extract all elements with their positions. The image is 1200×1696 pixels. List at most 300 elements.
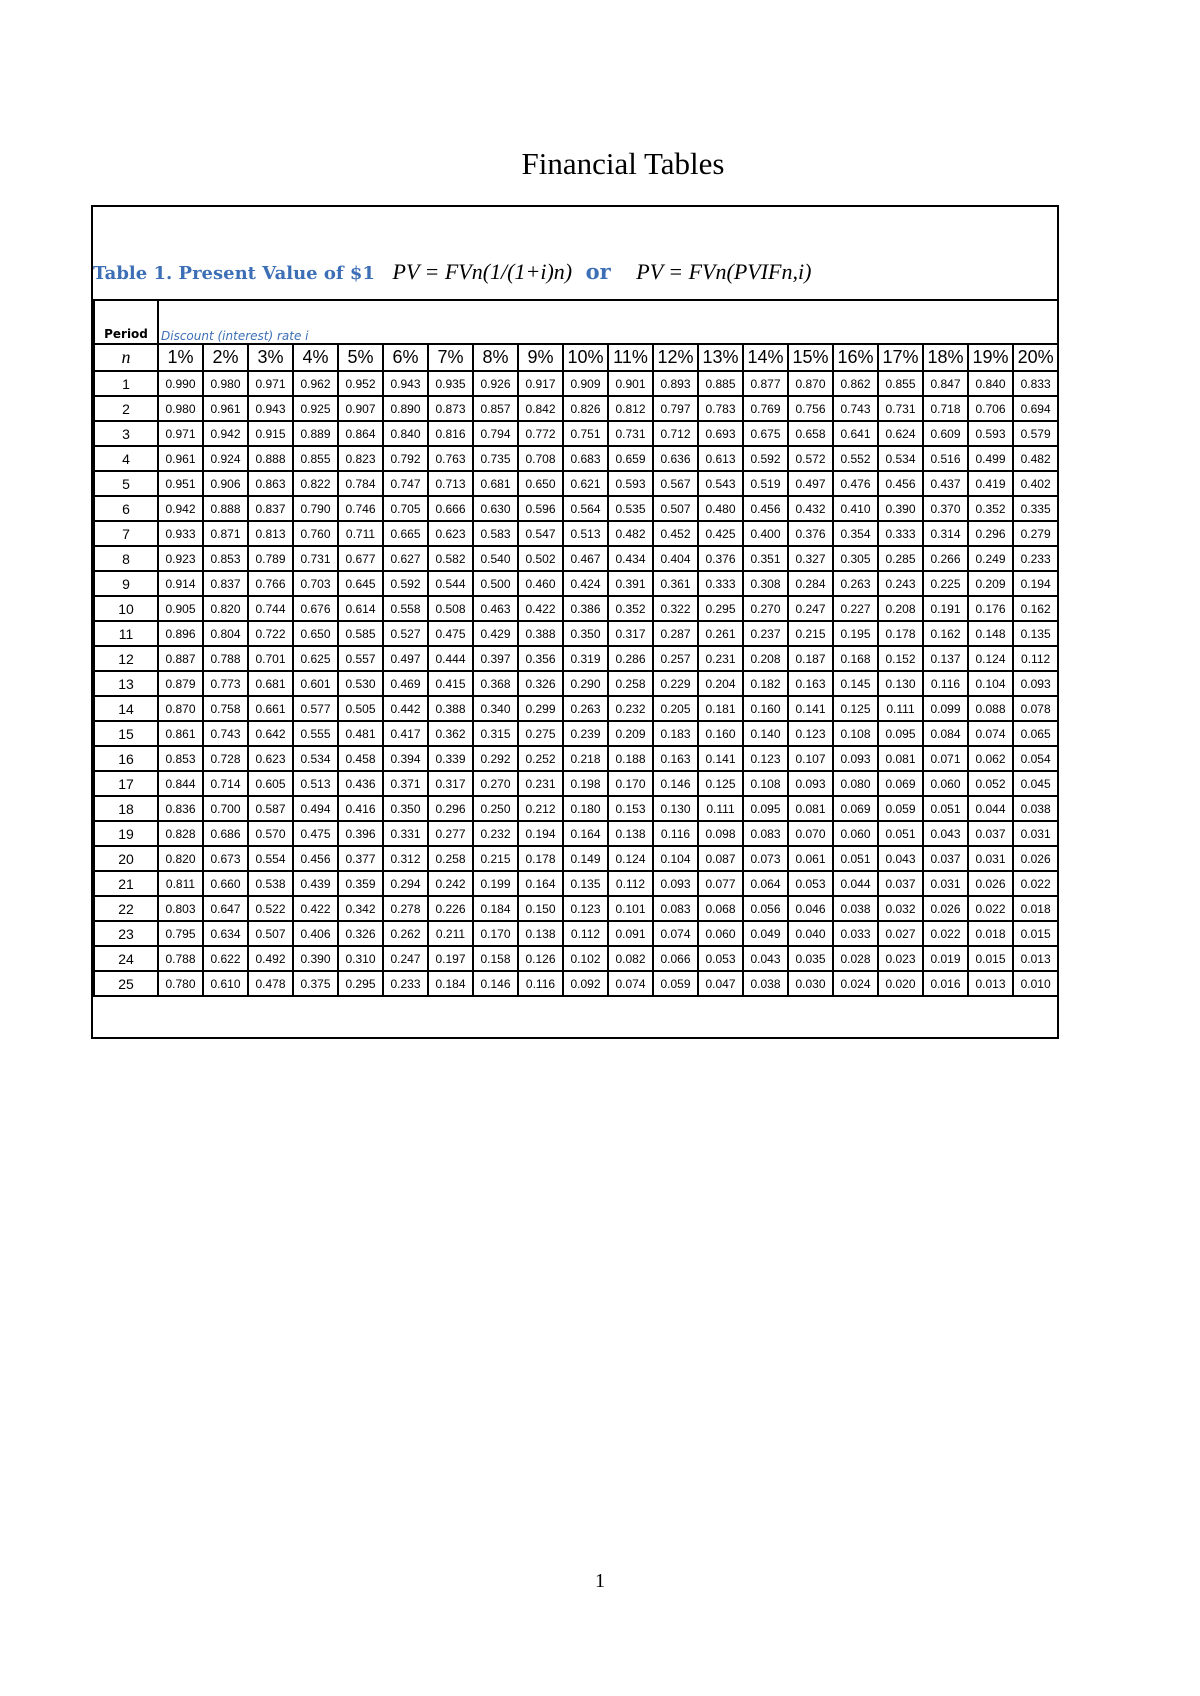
pv-factor-cell: 0.080: [833, 771, 878, 796]
pv-factor-cell: 0.022: [923, 921, 968, 946]
pv-factor-cell: 0.046: [788, 896, 833, 921]
pv-factor-cell: 0.083: [653, 896, 698, 921]
pv-factor-cell: 0.583: [473, 521, 518, 546]
pv-factor-cell: 0.623: [428, 521, 473, 546]
pv-factor-cell: 0.285: [878, 546, 923, 571]
pv-factor-cell: 0.621: [563, 471, 608, 496]
pv-factor-cell: 0.508: [428, 596, 473, 621]
pv-factor-cell: 0.547: [518, 521, 563, 546]
table-row: [94, 421, 1058, 446]
pv-factor-cell: 0.480: [698, 496, 743, 521]
pv-factor-cell: 0.168: [833, 646, 878, 671]
pv-factor-cell: 0.183: [653, 721, 698, 746]
pv-factor-cell: 0.038: [1013, 796, 1058, 821]
pv-factor-cell: 0.181: [698, 696, 743, 721]
pv-factor-cell: 0.258: [428, 846, 473, 871]
pv-factor-cell: 0.943: [248, 396, 293, 421]
pv-factor-cell: 0.249: [968, 546, 1013, 571]
n-header: n: [94, 344, 158, 371]
pv-factor-cell: 0.292: [473, 746, 518, 771]
rate-column-header: 18%: [923, 344, 968, 371]
table-row: [94, 846, 1058, 871]
pv-factor-cell: 0.022: [1013, 871, 1058, 896]
pv-factor-cell: 0.803: [158, 896, 203, 921]
rate-column-header: 8%: [473, 344, 518, 371]
pv-factor-cell: 0.731: [878, 396, 923, 421]
pv-factor-cell: 0.587: [248, 796, 293, 821]
pv-factor-cell: 0.402: [1013, 471, 1058, 496]
period-number: 3: [94, 421, 158, 446]
period-number: 1: [94, 371, 158, 396]
pv-factor-cell: 0.933: [158, 521, 203, 546]
pv-factor-cell: 0.622: [203, 946, 248, 971]
pv-factor-cell: 0.823: [338, 446, 383, 471]
pv-factor-cell: 0.170: [473, 921, 518, 946]
pv-factor-cell: 0.061: [788, 846, 833, 871]
pv-factor-cell: 0.647: [203, 896, 248, 921]
pv-factor-cell: 0.391: [608, 571, 653, 596]
pv-factor-cell: 0.760: [293, 521, 338, 546]
pv-factor-cell: 0.164: [563, 821, 608, 846]
pv-factor-cell: 0.125: [698, 771, 743, 796]
pv-factor-cell: 0.233: [383, 971, 428, 996]
pv-factor-cell: 0.018: [1013, 896, 1058, 921]
pv-factor-cell: 0.258: [608, 671, 653, 696]
pv-factor-cell: 0.145: [833, 671, 878, 696]
pv-factor-cell: 0.424: [563, 571, 608, 596]
pv-factor-cell: 0.352: [968, 496, 1013, 521]
table-row: [94, 896, 1058, 921]
pv-factor-cell: 0.162: [923, 621, 968, 646]
pv-factor-cell: 0.350: [563, 621, 608, 646]
period-number: 21: [94, 871, 158, 896]
pv-factor-cell: 0.211: [428, 921, 473, 946]
pv-factor-cell: 0.191: [923, 596, 968, 621]
pv-factor-cell: 0.828: [158, 821, 203, 846]
pv-factor-cell: 0.906: [203, 471, 248, 496]
pv-factor-cell: 0.870: [788, 371, 833, 396]
pv-factor-cell: 0.394: [383, 746, 428, 771]
pv-factor-cell: 0.023: [878, 946, 923, 971]
pv-factor-cell: 0.507: [653, 496, 698, 521]
pv-factor-cell: 0.158: [473, 946, 518, 971]
pv-factor-cell: 0.694: [1013, 396, 1058, 421]
pv-factor-cell: 0.138: [608, 821, 653, 846]
pv-factor-cell: 0.855: [293, 446, 338, 471]
pv-factor-cell: 0.015: [1013, 921, 1058, 946]
pv-factor-cell: 0.233: [1013, 546, 1058, 571]
pv-factor-cell: 0.340: [473, 696, 518, 721]
pv-factor-cell: 0.351: [743, 546, 788, 571]
pv-factor-cell: 0.356: [518, 646, 563, 671]
period-number: 7: [94, 521, 158, 546]
pv-factor-cell: 0.333: [698, 571, 743, 596]
pv-factor-cell: 0.452: [653, 521, 698, 546]
pv-factor-cell: 0.296: [968, 521, 1013, 546]
pv-factor-cell: 0.522: [248, 896, 293, 921]
pv-factor-cell: 0.766: [248, 571, 293, 596]
pv-factor-cell: 0.675: [743, 421, 788, 446]
pv-factor-cell: 0.209: [968, 571, 1013, 596]
pv-factor-cell: 0.811: [158, 871, 203, 896]
table-row: [94, 871, 1058, 896]
pv-factor-cell: 0.099: [923, 696, 968, 721]
period-number: 22: [94, 896, 158, 921]
pv-factor-cell: 0.093: [833, 746, 878, 771]
pv-factor-cell: 0.593: [608, 471, 653, 496]
pv-factor-cell: 0.701: [248, 646, 293, 671]
pv-factor-cell: 0.130: [878, 671, 923, 696]
pv-factor-cell: 0.232: [473, 821, 518, 846]
rate-column-header: 19%: [968, 344, 1013, 371]
pv-factor-cell: 0.112: [563, 921, 608, 946]
page-number: 1: [595, 1570, 605, 1592]
pv-factor-cell: 0.763: [428, 446, 473, 471]
pv-factor-cell: 0.116: [923, 671, 968, 696]
pv-factor-cell: 0.371: [383, 771, 428, 796]
pv-factor-cell: 0.018: [968, 921, 1013, 946]
pv-factor-cell: 0.290: [563, 671, 608, 696]
pv-factor-cell: 0.534: [293, 746, 338, 771]
pv-factor-cell: 0.784: [338, 471, 383, 496]
table-row: [94, 621, 1058, 646]
pv-factor-cell: 0.116: [653, 821, 698, 846]
pv-factor-cell: 0.208: [743, 646, 788, 671]
pv-factor-cell: 0.625: [293, 646, 338, 671]
pv-factor-cell: 0.198: [563, 771, 608, 796]
pv-factor-cell: 0.138: [518, 921, 563, 946]
pv-factor-cell: 0.743: [203, 721, 248, 746]
period-number: 10: [94, 596, 158, 621]
pv-factor-cell: 0.567: [653, 471, 698, 496]
pv-factor-cell: 0.636: [653, 446, 698, 471]
pv-factor-cell: 0.917: [518, 371, 563, 396]
pv-factor-cell: 0.187: [788, 646, 833, 671]
period-number: 14: [94, 696, 158, 721]
pv-factor-cell: 0.104: [968, 671, 1013, 696]
pv-factor-cell: 0.456: [878, 471, 923, 496]
pv-factor-cell: 0.847: [923, 371, 968, 396]
table-row: [94, 796, 1058, 821]
pv-factor-cell: 0.789: [248, 546, 293, 571]
table-header-row: [94, 300, 1058, 344]
pv-factor-cell: 0.327: [788, 546, 833, 571]
pv-factor-cell: 0.552: [833, 446, 878, 471]
pv-factor-cell: 0.123: [563, 896, 608, 921]
pv-factor-cell: 0.887: [158, 646, 203, 671]
pv-factor-cell: 0.415: [428, 671, 473, 696]
pv-factor-cell: 0.681: [248, 671, 293, 696]
pv-factor-cell: 0.650: [518, 471, 563, 496]
pv-factor-cell: 0.279: [1013, 521, 1058, 546]
pv-factor-cell: 0.108: [743, 771, 788, 796]
pv-factor-cell: 0.032: [878, 896, 923, 921]
pv-factor-cell: 0.564: [563, 496, 608, 521]
pv-factor-cell: 0.074: [653, 921, 698, 946]
pv-factor-cell: 0.170: [608, 771, 653, 796]
table-label: Table 1. Present Value of $1: [93, 263, 375, 284]
pv-factor-cell: 0.901: [608, 371, 653, 396]
pv-factor-cell: 0.660: [203, 871, 248, 896]
pv-factor-cell: 0.239: [563, 721, 608, 746]
pv-factor-cell: 0.107: [788, 746, 833, 771]
pv-factor-cell: 0.095: [878, 721, 923, 746]
pv-factor-cell: 0.439: [293, 871, 338, 896]
pv-factor-cell: 0.342: [338, 896, 383, 921]
pv-factor-cell: 0.756: [788, 396, 833, 421]
pv-factor-cell: 0.812: [608, 396, 653, 421]
pv-factor-cell: 0.386: [563, 596, 608, 621]
pv-factor-cell: 0.924: [203, 446, 248, 471]
pv-factor-cell: 0.718: [923, 396, 968, 421]
pv-factor-cell: 0.840: [383, 421, 428, 446]
rate-column-header: 14%: [743, 344, 788, 371]
rate-header-row: [94, 344, 1058, 371]
pv-factor-cell: 0.396: [338, 821, 383, 846]
pv-factor-cell: 0.305: [833, 546, 878, 571]
rate-column-header: 11%: [608, 344, 653, 371]
pv-factor-cell: 0.388: [428, 696, 473, 721]
pv-factor-cell: 0.434: [608, 546, 653, 571]
pv-factor-cell: 0.284: [788, 571, 833, 596]
pv-factor-cell: 0.060: [923, 771, 968, 796]
pv-factor-cell: 0.570: [248, 821, 293, 846]
pv-factor-cell: 0.907: [338, 396, 383, 421]
pv-factor-cell: 0.275: [518, 721, 563, 746]
pv-factor-cell: 0.780: [158, 971, 203, 996]
pv-factor-cell: 0.513: [563, 521, 608, 546]
pv-factor-cell: 0.893: [653, 371, 698, 396]
page-title: Financial Tables: [521, 146, 725, 181]
pv-factor-cell: 0.083: [743, 821, 788, 846]
pv-factor-cell: 0.296: [428, 796, 473, 821]
pv-factor-cell: 0.772: [518, 421, 563, 446]
pv-factor-cell: 0.820: [203, 596, 248, 621]
pv-factor-cell: 0.751: [563, 421, 608, 446]
pv-factor-cell: 0.499: [968, 446, 1013, 471]
rate-column-header: 12%: [653, 344, 698, 371]
pv-factor-cell: 0.078: [1013, 696, 1058, 721]
pv-factor-cell: 0.497: [788, 471, 833, 496]
pv-factor-cell: 0.390: [878, 496, 923, 521]
pv-factor-cell: 0.951: [158, 471, 203, 496]
pv-factor-cell: 0.137: [923, 646, 968, 671]
pv-factor-cell: 0.286: [608, 646, 653, 671]
pv-factor-cell: 0.971: [158, 421, 203, 446]
table-row: [94, 646, 1058, 671]
pv-factor-cell: 0.294: [383, 871, 428, 896]
pv-factor-cell: 0.051: [833, 846, 878, 871]
pv-factor-cell: 0.208: [878, 596, 923, 621]
pv-factor-cell: 0.019: [923, 946, 968, 971]
pv-factor-cell: 0.673: [203, 846, 248, 871]
rate-header: Discount (interest) rate i: [158, 300, 1058, 344]
pv-factor-cell: 0.333: [878, 521, 923, 546]
pv-factor-cell: 0.681: [473, 471, 518, 496]
pv-factor-cell: 0.557: [338, 646, 383, 671]
pv-factor-cell: 0.093: [1013, 671, 1058, 696]
pv-factor-cell: 0.299: [518, 696, 563, 721]
pv-factor-cell: 0.182: [743, 671, 788, 696]
pv-factor-cell: 0.614: [338, 596, 383, 621]
pv-factor-cell: 0.582: [428, 546, 473, 571]
pv-factor-cell: 0.038: [743, 971, 788, 996]
table-row: [94, 771, 1058, 796]
pv-factor-cell: 0.247: [383, 946, 428, 971]
pv-factor-cell: 0.053: [788, 871, 833, 896]
pv-factor-cell: 0.010: [1013, 971, 1058, 996]
table-row: [94, 721, 1058, 746]
pv-factor-cell: 0.125: [833, 696, 878, 721]
pv-factor-cell: 0.066: [653, 946, 698, 971]
pv-factor-cell: 0.043: [923, 821, 968, 846]
period-number: 4: [94, 446, 158, 471]
period-number: 24: [94, 946, 158, 971]
pv-factor-cell: 0.035: [788, 946, 833, 971]
pv-factor-cell: 0.231: [698, 646, 743, 671]
pv-factor-cell: 0.335: [1013, 496, 1058, 521]
period-number: 13: [94, 671, 158, 696]
pv-factor-cell: 0.197: [428, 946, 473, 971]
pv-factor-cell: 0.073: [743, 846, 788, 871]
pv-factor-cell: 0.713: [428, 471, 473, 496]
period-number: 11: [94, 621, 158, 646]
pv-factor-cell: 0.068: [698, 896, 743, 921]
pv-factor-cell: 0.482: [608, 521, 653, 546]
pv-factor-cell: 0.227: [833, 596, 878, 621]
pv-factor-cell: 0.164: [518, 871, 563, 896]
pv-factor-cell: 0.530: [338, 671, 383, 696]
rate-column-header: 9%: [518, 344, 563, 371]
pv-factor-cell: 0.871: [203, 521, 248, 546]
pv-factor-cell: 0.237: [743, 621, 788, 646]
pv-factor-cell: 0.141: [788, 696, 833, 721]
pv-factor-cell: 0.422: [293, 896, 338, 921]
pv-factor-cell: 0.613: [698, 446, 743, 471]
pv-factor-cell: 0.410: [833, 496, 878, 521]
pv-factor-cell: 0.693: [698, 421, 743, 446]
pv-table-frame: [91, 205, 1059, 1039]
table-row: [94, 496, 1058, 521]
pv-factor-cell: 0.813: [248, 521, 293, 546]
pv-factor-cell: 0.857: [473, 396, 518, 421]
pv-factor-cell: 0.460: [518, 571, 563, 596]
table-row: [94, 546, 1058, 571]
pv-factor-cell: 0.376: [788, 521, 833, 546]
pv-factor-cell: 0.952: [338, 371, 383, 396]
pv-factor-cell: 0.437: [923, 471, 968, 496]
pv-factor-cell: 0.864: [338, 421, 383, 446]
pv-factor-cell: 0.926: [473, 371, 518, 396]
pv-factor-cell: 0.624: [878, 421, 923, 446]
table-caption: [93, 259, 811, 285]
period-number: 15: [94, 721, 158, 746]
pv-factor-cell: 0.252: [518, 746, 563, 771]
pv-factor-cell: 0.069: [878, 771, 923, 796]
pv-factor-cell: 0.527: [383, 621, 428, 646]
table-row: [94, 921, 1058, 946]
pv-factor-cell: 0.024: [833, 971, 878, 996]
table-row: [94, 571, 1058, 596]
pv-factor-cell: 0.212: [518, 796, 563, 821]
pv-factor-cell: 0.888: [248, 446, 293, 471]
pv-factor-cell: 0.390: [293, 946, 338, 971]
table-row: [94, 596, 1058, 621]
period-header: Period: [94, 300, 158, 344]
pv-factor-cell: 0.885: [698, 371, 743, 396]
pv-factor-cell: 0.031: [968, 846, 1013, 871]
pv-factor-cell: 0.315: [473, 721, 518, 746]
pv-factor-cell: 0.703: [293, 571, 338, 596]
pv-factor-cell: 0.082: [608, 946, 653, 971]
pv-factor-cell: 0.686: [203, 821, 248, 846]
period-number: 5: [94, 471, 158, 496]
pv-factor-cell: 0.744: [248, 596, 293, 621]
pv-factor-cell: 0.822: [293, 471, 338, 496]
pv-factor-cell: 0.314: [923, 521, 968, 546]
pv-factor-cell: 0.084: [923, 721, 968, 746]
pv-factor-cell: 0.746: [338, 496, 383, 521]
pv-factor-cell: 0.601: [293, 671, 338, 696]
pv-factor-cell: 0.406: [293, 921, 338, 946]
pv-factor-cell: 0.026: [1013, 846, 1058, 871]
pv-factor-cell: 0.942: [203, 421, 248, 446]
pv-factor-cell: 0.853: [158, 746, 203, 771]
pv-factor-cell: 0.935: [428, 371, 473, 396]
pv-factor-cell: 0.163: [653, 746, 698, 771]
pv-factor-cell: 0.714: [203, 771, 248, 796]
pv-factor-cell: 0.961: [203, 396, 248, 421]
pv-factor-cell: 0.505: [338, 696, 383, 721]
pv-factor-cell: 0.112: [1013, 646, 1058, 671]
pv-factor-cell: 0.388: [518, 621, 563, 646]
rate-column-header: 10%: [563, 344, 608, 371]
pv-factor-cell: 0.708: [518, 446, 563, 471]
pv-factor-cell: 0.534: [878, 446, 923, 471]
pv-factor-cell: 0.747: [383, 471, 428, 496]
period-number: 9: [94, 571, 158, 596]
pv-factor-cell: 0.088: [968, 696, 1013, 721]
pv-factor-cell: 0.711: [338, 521, 383, 546]
pv-factor-cell: 0.889: [293, 421, 338, 446]
pv-factor-cell: 0.037: [923, 846, 968, 871]
pv-factor-cell: 0.769: [743, 396, 788, 421]
pv-factor-cell: 0.350: [383, 796, 428, 821]
pv-factor-cell: 0.873: [428, 396, 473, 421]
pv-factor-cell: 0.317: [608, 621, 653, 646]
table-row: [94, 396, 1058, 421]
pv-factor-cell: 0.855: [878, 371, 923, 396]
pv-factor-cell: 0.879: [158, 671, 203, 696]
pv-factor-cell: 0.060: [698, 921, 743, 946]
pv-factor-cell: 0.116: [518, 971, 563, 996]
pv-factor-cell: 0.482: [1013, 446, 1058, 471]
pv-factor-cell: 0.071: [923, 746, 968, 771]
pv-factor-cell: 0.013: [1013, 946, 1058, 971]
pv-factor-cell: 0.310: [338, 946, 383, 971]
pv-factor-cell: 0.375: [293, 971, 338, 996]
pv-factor-cell: 0.028: [833, 946, 878, 971]
table-caption-row: [93, 207, 1057, 301]
pv-factor-cell: 0.432: [788, 496, 833, 521]
pv-factor-cell: 0.184: [473, 896, 518, 921]
period-number: 12: [94, 646, 158, 671]
pv-factor-cell: 0.816: [428, 421, 473, 446]
table-row: [94, 971, 1058, 996]
pv-factor-cell: 0.706: [968, 396, 1013, 421]
pv-factor-cell: 0.794: [473, 421, 518, 446]
pv-factor-cell: 0.062: [968, 746, 1013, 771]
